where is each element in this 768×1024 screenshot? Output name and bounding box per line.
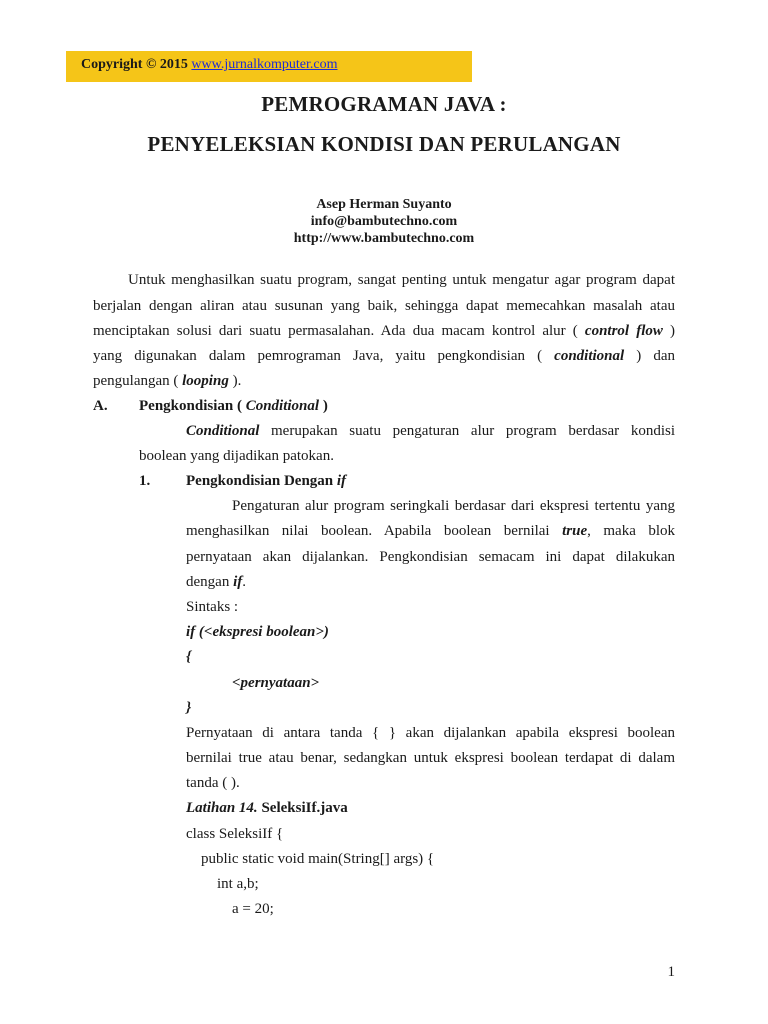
author-email: info@bambutechno.com <box>310 214 458 229</box>
syntax-open-brace: { <box>186 649 192 665</box>
para2-line-3: tanda ( ). <box>186 775 240 791</box>
intro-line-3: menciptakan solusi dari suatu permasalahan. Ada dua macam kontrol alur ( control flow ) <box>93 323 676 339</box>
para1-line-3: pernyataan akan dijalankan. Pengkondisian semacam ini dapat dilakukan <box>186 549 675 565</box>
jurnalkomputer-link[interactable]: www.jurnalkomputer.com <box>191 57 338 72</box>
syntax-body: <pernyataan> <box>232 675 320 691</box>
para2-line-1: Pernyataan di antara tanda { } akan dijalankan apabila ekspresi boolean <box>186 725 675 741</box>
section-a-title: Pengkondisian ( Conditional ) <box>139 398 328 414</box>
latihan-heading: Latihan 14. SeleksiIf.java <box>186 800 348 816</box>
copyright-text: Copyright © 2015 <box>81 57 192 72</box>
conditional-line-1: Conditional merupakan suatu pengaturan alur program berdasar kondisi <box>186 423 675 439</box>
code-line-3: int a,b; <box>217 876 259 892</box>
code-line-2: public static void main(String[] args) { <box>201 851 435 867</box>
section-a-label: A. <box>93 398 108 414</box>
syntax-close-brace: } <box>186 700 192 716</box>
syntax-if-line: if (<ekspresi boolean>) <box>186 624 329 640</box>
copyright-banner <box>66 51 472 82</box>
author-name: Asep Herman Suyanto <box>316 197 452 212</box>
subsection-1-title: Pengkondisian Dengan if <box>186 473 347 489</box>
intro-line-4: yang digunakan dalam pemrograman Java, yaitu pengkondisian ( conditional ) dan <box>93 348 676 364</box>
para1-line-1: Pengaturan alur program seringkali berdasar dari ekspresi tertentu yang <box>232 498 675 514</box>
conditional-line-2: boolean yang dijadikan patokan. <box>139 448 334 464</box>
para1-line-2: menghasilkan nilai boolean. Apabila boolean bernilai true, maka blok <box>186 523 676 539</box>
para1-line-4: dengan if. <box>186 574 246 590</box>
intro-line-5: pengulangan ( looping ). <box>93 373 242 389</box>
code-line-4: a = 20; <box>232 901 274 917</box>
syntax-label: Sintaks : <box>186 599 239 615</box>
para2-line-2: bernilai true atau benar, sedangkan untuk ekspresi boolean terdapat di dalam <box>186 750 675 766</box>
subsection-1-label: 1. <box>139 473 151 489</box>
author-url: http://www.bambutechno.com <box>293 231 475 246</box>
intro-line-2: berjalan dengan aliran atau susunan yang baik, sehingga dapat memecahkan masalah atau <box>93 298 675 314</box>
page-number: 1 <box>667 964 675 980</box>
code-line-1: class SeleksiIf { <box>186 826 284 842</box>
intro-line-1: Untuk menghasilkan suatu program, sangat penting untuk mengatur agar program dapat <box>128 272 675 288</box>
title-line-1: PEMROGRAMAN JAVA : <box>261 92 507 116</box>
title-line-2: PENYELEKSIAN KONDISI DAN PERULANGAN <box>147 132 621 156</box>
